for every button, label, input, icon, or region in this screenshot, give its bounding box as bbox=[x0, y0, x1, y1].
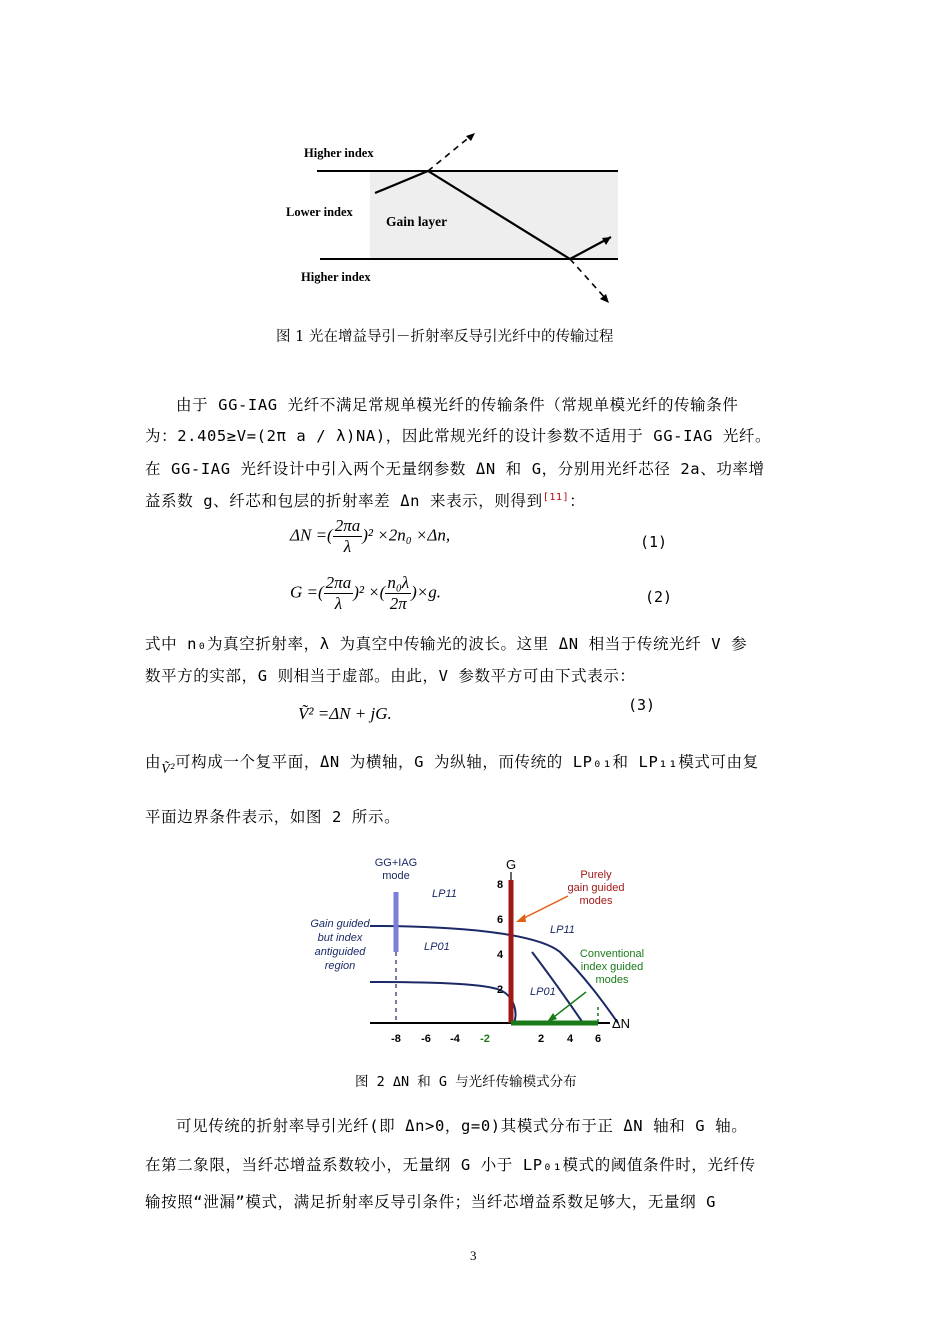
eq2-numerator-2: n₀λ bbox=[387, 573, 410, 592]
higher-index-bottom-label: Higher index bbox=[301, 270, 371, 284]
purely-gain-arrowhead bbox=[516, 914, 526, 922]
para2-line2: 数平方的实部，G 则相当于虚部。由此，V 参数平方可由下式表示： bbox=[145, 667, 636, 685]
figure-1-caption: 图 1 光在增益导引－折射率反导引光纤中的传输过程 bbox=[276, 329, 614, 345]
para3-line1-rest: 可构成一个复平面，ΔN 为横轴，G 为纵轴，而传统的 LP₀₁和 LP₁₁模式可由复 bbox=[175, 753, 759, 771]
eq1-fraction bbox=[333, 516, 363, 557]
x-tick-neg2: -2 bbox=[480, 1033, 490, 1045]
but-index-label: but index bbox=[317, 932, 363, 944]
eq2-fraction-2 bbox=[385, 573, 411, 614]
eq2-denominator-2: 2π bbox=[389, 594, 407, 613]
citation-ref[interactable]: [11] bbox=[542, 491, 570, 503]
figure-2 bbox=[300, 852, 650, 1052]
eq2-rhs: )×g. bbox=[411, 582, 442, 602]
refracted-ray-down bbox=[570, 259, 606, 299]
equation-1 bbox=[290, 516, 450, 557]
lp01-left-label: LP01 bbox=[424, 941, 450, 953]
lp01-right-label: LP01 bbox=[530, 986, 556, 998]
eq2-mid: )² ×( bbox=[353, 582, 386, 602]
gg-iag-label: GG+IAG bbox=[374, 857, 418, 869]
para1-line4-end: ： bbox=[569, 492, 586, 510]
para1-line2: 为：2.405≥V=(2π a / λ)NA)，因此常规光纤的设计参数不适用于 GG-IAG 光纤。 bbox=[145, 427, 772, 445]
x-tick-neg8: -8 bbox=[391, 1033, 401, 1045]
gg-iag-mode-label: mode bbox=[382, 870, 410, 882]
modes-label-2: modes bbox=[595, 974, 629, 986]
eq1-numerator: 2πa bbox=[334, 516, 361, 535]
eq2-fraction-1 bbox=[324, 573, 354, 614]
purely-gain-arrow bbox=[520, 896, 568, 920]
lp11-left-label: LP11 bbox=[432, 888, 457, 900]
x-tick-6: 6 bbox=[594, 1033, 602, 1045]
x-tick-neg6: -6 bbox=[421, 1033, 431, 1045]
figure-1 bbox=[280, 125, 640, 315]
para1-line4 bbox=[145, 489, 585, 511]
refracted-ray-up bbox=[428, 135, 472, 171]
figure-1-diagram bbox=[280, 125, 640, 315]
eq2-lhs: G =( bbox=[290, 582, 324, 602]
y-tick-8: 8 bbox=[496, 879, 504, 891]
equation-1-number: (1) bbox=[640, 533, 668, 551]
para3-prefix: 由 bbox=[145, 753, 162, 771]
conventional-label: Conventional bbox=[579, 948, 645, 960]
y-tick-4: 4 bbox=[496, 949, 504, 961]
para4-line2: 在第二象限，当纤芯增益系数较小，无量纲 G 小于 LP₀₁模式的阈值条件时，光纤传 bbox=[145, 1156, 756, 1174]
para3-line2: 平面边界条件表示，如图 2 所示。 bbox=[145, 808, 401, 826]
higher-index-top-label: Higher index bbox=[304, 146, 374, 160]
para4-line3: 输按照“泄漏”模式，满足折射率反导引条件；当纤芯增益系数足够大，无量纲 G bbox=[145, 1193, 717, 1211]
x-tick-4: 4 bbox=[566, 1033, 574, 1045]
eq1-lhs: ΔN =( bbox=[290, 525, 333, 545]
gain-layer-label: Gain layer bbox=[386, 214, 448, 229]
equation-2 bbox=[290, 573, 441, 614]
figure-2-diagram bbox=[300, 852, 650, 1052]
eq2-numerator-1: 2πa bbox=[325, 573, 352, 592]
gain-guided-label: Gain guided bbox=[310, 918, 370, 930]
figure-2-caption: 图 2 ΔN 和 G 与光纤传输模式分布 bbox=[355, 1074, 577, 1090]
x-tick-neg4: -4 bbox=[450, 1033, 460, 1045]
para1-line1: 由于 GG-IAG 光纤不满足常规单模光纤的传输条件（常规单模光纤的传输条件 bbox=[176, 396, 739, 414]
eq1-denominator: λ bbox=[343, 537, 352, 556]
g-axis-label: G bbox=[506, 857, 517, 872]
gain-guided-modes-label: gain guided bbox=[567, 882, 625, 894]
equation-3-number: (3) bbox=[628, 696, 656, 714]
eq1-rhs: )² ×2n₀ ×Δn, bbox=[362, 525, 451, 545]
lp11-boundary-curve bbox=[370, 926, 618, 1023]
lp01-boundary-curve bbox=[370, 982, 515, 1023]
refracted-arrow-up bbox=[466, 133, 475, 141]
index-guided-label: index guided bbox=[580, 961, 644, 973]
para4-line1: 可见传统的折射率导引光纤(即 Δn>0，g=0)其模式分布于正 ΔN 轴和 G 轴。 bbox=[176, 1117, 748, 1135]
equation-2-number: (2) bbox=[645, 588, 673, 606]
lower-index-label: Lower index bbox=[286, 205, 353, 219]
modes-label-1: modes bbox=[579, 895, 613, 907]
page-number: 3 bbox=[470, 1248, 477, 1263]
eq2-denominator-1: λ bbox=[334, 594, 343, 613]
para3-line1 bbox=[145, 750, 759, 778]
refracted-arrow-down bbox=[600, 294, 609, 303]
para1-line4-text: 益系数 g、纤芯和包层的折射率差 Δn 来表示，则得到 bbox=[145, 492, 543, 510]
para2-line1: 式中 n₀为真空折射率，λ 为真空中传输光的波长。这里 ΔN 相当于传统光纤 V 参 bbox=[145, 635, 748, 653]
y-tick-2: 2 bbox=[496, 984, 504, 996]
purely-label: Purely bbox=[580, 869, 612, 881]
region-label: region bbox=[324, 960, 356, 972]
y-tick-6: 6 bbox=[496, 914, 504, 926]
para3-v-symbol: Ṽ² bbox=[161, 762, 176, 777]
para1-line3: 在 GG-IAG 光纤设计中引入两个无量纲参数 ΔN 和 G，分别用光纤芯径 2a、功率增 bbox=[145, 460, 765, 478]
lp11-right-label: LP11 bbox=[550, 924, 575, 936]
delta-n-axis-label: ΔN bbox=[612, 1016, 631, 1031]
equation-3: Ṽ² =ΔN + jG. bbox=[298, 704, 392, 723]
antiguided-label: antiguided bbox=[314, 946, 366, 958]
x-tick-2: 2 bbox=[537, 1033, 545, 1045]
